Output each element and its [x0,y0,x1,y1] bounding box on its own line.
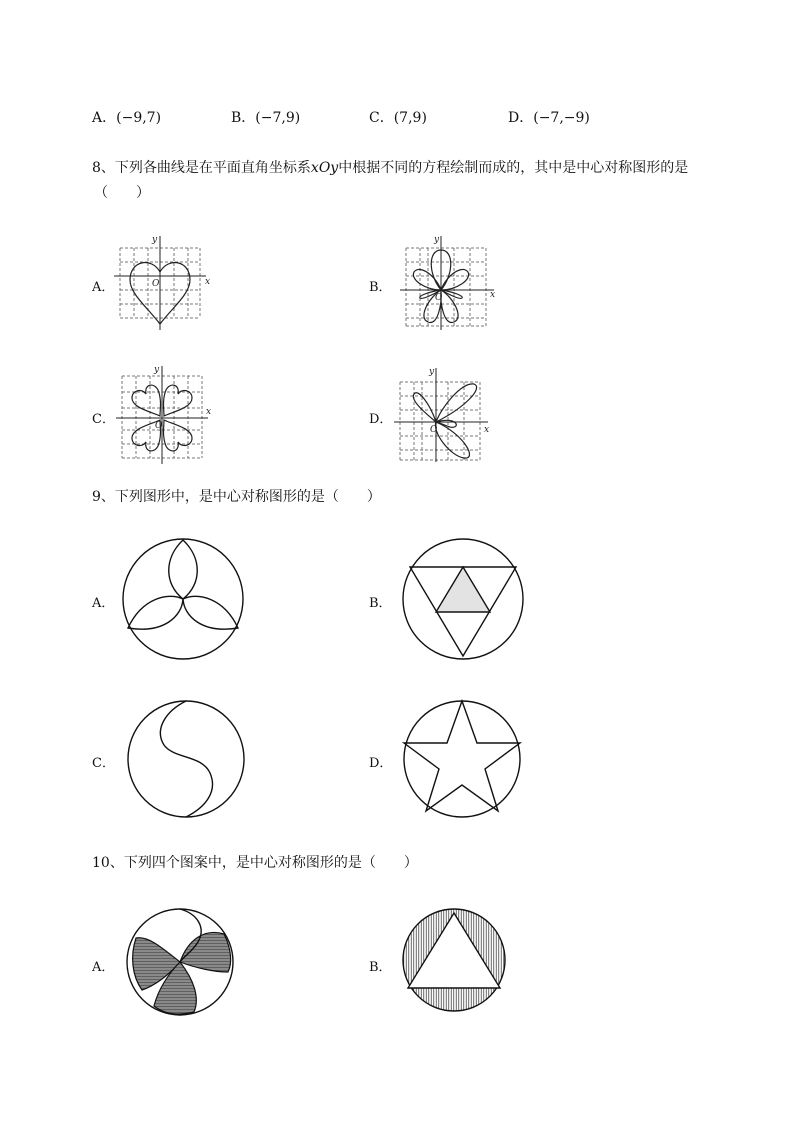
q7-option-b[interactable] [231,107,300,127]
q8a-origin-label: O [152,279,160,289]
q9-figure-b-nested-triangles[interactable] [400,536,526,662]
q8-figure-c-four-hearts-curve[interactable] [112,364,212,464]
question-8-stem [92,157,688,177]
q10-label-b[interactable]: B． [369,960,392,975]
q10-figure-a-swirl[interactable] [124,906,236,1018]
q9-label-c[interactable]: C． [92,756,115,771]
q8c-x-label: x [206,407,212,417]
q8c-origin-label: O [155,421,163,431]
q7-option-c-letter: C． [369,110,394,126]
q9-figure-d-star[interactable] [400,697,524,821]
q9-label-b[interactable]: B． [369,596,392,611]
q7-option-a-letter: A． [92,110,117,126]
q9-figure-c-s-curve[interactable] [126,697,246,821]
q8-label-a[interactable]: A． [92,280,115,295]
question-10-stem: 10、下列四个图案中，是中心对称图形的是（ ） [92,855,418,871]
q8-label-c[interactable]: C． [92,412,115,427]
q8-figure-d-petal-curve[interactable] [392,364,492,464]
q7-option-a[interactable] [92,107,161,127]
q7-option-c-value: (7,9) [393,110,427,126]
q8c-y-label: y [154,365,160,375]
q7-option-d[interactable] [508,107,590,127]
q8a-y-label: y [152,235,158,245]
q8b-y-label: y [434,235,440,245]
q7-option-d-value: (−7,−9) [533,110,590,126]
q7-option-c[interactable] [369,107,427,127]
q8-figure-b-rose-curve[interactable] [398,232,498,332]
q10-label-a[interactable]: A． [92,960,115,975]
q8d-origin-label: O [430,425,438,435]
q8d-x-label: x [484,425,490,435]
question-9-stem: 9、下列图形中，是中心对称图形的是（ ） [92,489,381,505]
q8a-x-label: x [205,277,211,287]
q8b-x-label: x [490,290,496,300]
q8-coord-system: xOy [310,160,339,176]
q7-option-d-letter: D． [508,110,534,126]
q8-label-b[interactable]: B． [369,280,392,295]
q10-figure-b-hatched-triangle[interactable] [400,906,508,1014]
q8-stem-part1: 8、下列各曲线是在平面直角坐标系 [92,160,311,176]
q9-figure-a-three-arcs[interactable] [120,536,246,662]
q8b-origin-label: O [435,293,443,303]
q9-label-a[interactable]: A． [92,596,115,611]
q9-label-d[interactable]: D． [369,756,393,771]
q8-stem-part2: 中根据不同的方程绘制而成的，其中是中心对称图形的是 [338,160,689,176]
q7-option-b-value: (−7,9) [255,110,301,126]
q7-option-b-letter: B． [231,110,256,126]
q7-option-a-value: (−9,7) [116,110,162,126]
q8-label-d[interactable]: D． [369,412,393,427]
q8d-y-label: y [429,367,435,377]
q8-figure-a-heart-curve[interactable] [112,232,212,332]
q8-answer-blank: （ ） [94,185,150,201]
